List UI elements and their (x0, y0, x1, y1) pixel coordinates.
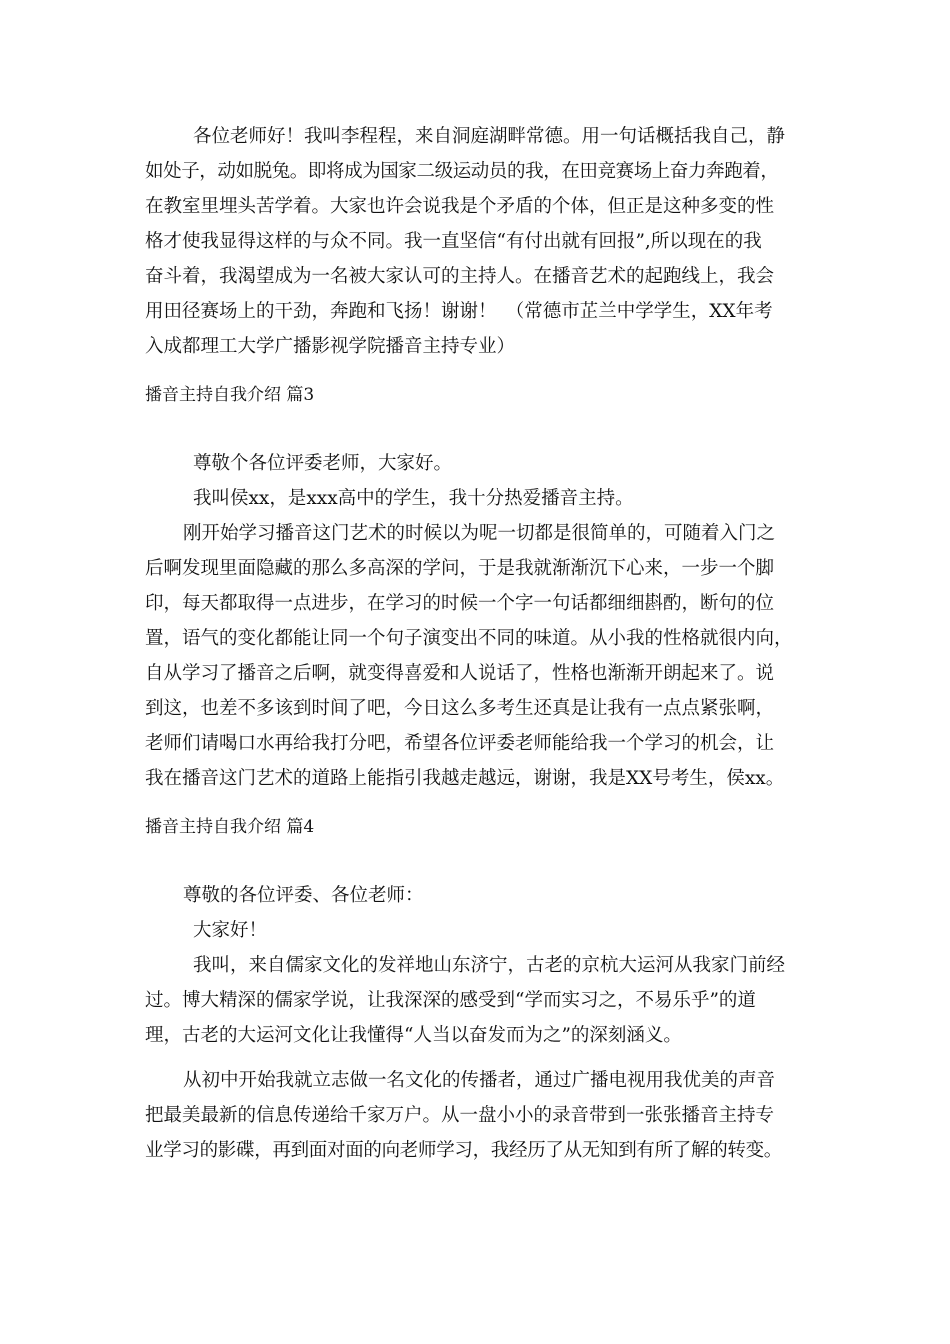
text-line: 老师们请喝口水再给我打分吧，希望各位评委老师能给我一个学习的机会，让 (145, 733, 775, 754)
text-line: 各位老师好！我叫李程程，来自洞庭湖畔常德。用一句话概括我自己，静 (193, 126, 786, 147)
text-line: 我在播音这门艺术的道路上能指引我越走越远，谢谢，我是XX号考生，侯xx。 (145, 768, 785, 789)
text-line: 奋斗着，我渴望成为一名被大家认可的主持人。在播音艺术的起跑线上，我会 (145, 266, 775, 287)
text-line: 后啊发现里面隐藏的那么多高深的学问，于是我就渐渐沉下心来，一步一个脚 (145, 558, 775, 579)
text-line: 印，每天都取得一点进步，在学习的时候一个字一句话都细细斟酌，断句的位 (145, 593, 775, 614)
text-line: 我叫侯xx，是xxx高中的学生，我十分热爱播音主持。 (193, 488, 634, 509)
section-heading: 播音主持自我介绍 篇4 (145, 817, 315, 837)
text-line: 刚开始学习播音这门艺术的时候以为呢一切都是很简单的，可随着入门之 (183, 523, 776, 544)
text-line: 把最美最新的信息传递给千家万户。从一盘小小的录音带到一张张播音主持专 (145, 1105, 775, 1126)
text-line: 格才使我显得这样的与众不同。我一直坚信“有付出就有回报”,所以现在的我 (145, 231, 762, 252)
text-line: 在教室里埋头苦学着。大家也许会说我是个矛盾的个体，但正是这种多变的性 (145, 196, 775, 217)
text-line: 从初中开始我就立志做一名文化的传播者，通过广播电视用我优美的声音 (183, 1070, 776, 1091)
text-line: 置，语气的变化都能让同一个句子演变出不同的味道。从小我的性格就很内向， (145, 628, 793, 649)
text-line: 业学习的影碟，再到面对面的向老师学习，我经历了从无知到有所了解的转变。 (145, 1140, 783, 1161)
text-line: 过。博大精深的儒家学说，让我深深的感受到“学而实习之，不易乐乎”的道 (145, 990, 756, 1011)
text-line: 我叫，来自儒家文化的发祥地山东济宁，古老的京杭大运河从我家门前经 (193, 955, 786, 976)
text-line: 自从学习了播音之后啊，就变得喜爱和人说话了，性格也渐渐开朗起来了。说 (145, 663, 775, 684)
text-line: 如处子，动如脱兔。即将成为国家二级运动员的我，在田竞赛场上奋力奔跑着， (145, 161, 779, 182)
text-line: 尊敬个各位评委老师，大家好。 (193, 453, 453, 474)
text-line: 尊敬的各位评委、各位老师： (183, 885, 424, 906)
text-line: 入成都理工大学广播影视学院播音主持专业） (145, 336, 516, 357)
text-line: 到这，也差不多该到时间了吧，今日这么多考生还真是让我有一点点紧张啊， (145, 698, 775, 719)
section-heading: 播音主持自我介绍 篇3 (145, 385, 315, 405)
text-line: 用田径赛场上的干劲，奔跑和飞扬！谢谢！ （常德市芷兰中学学生，XX年考 (145, 301, 773, 322)
text-line: 大家好！ (193, 920, 268, 941)
text-line: 理，古老的大运河文化让我懂得“人当以奋发而为之”的深刻涵义。 (145, 1025, 682, 1046)
